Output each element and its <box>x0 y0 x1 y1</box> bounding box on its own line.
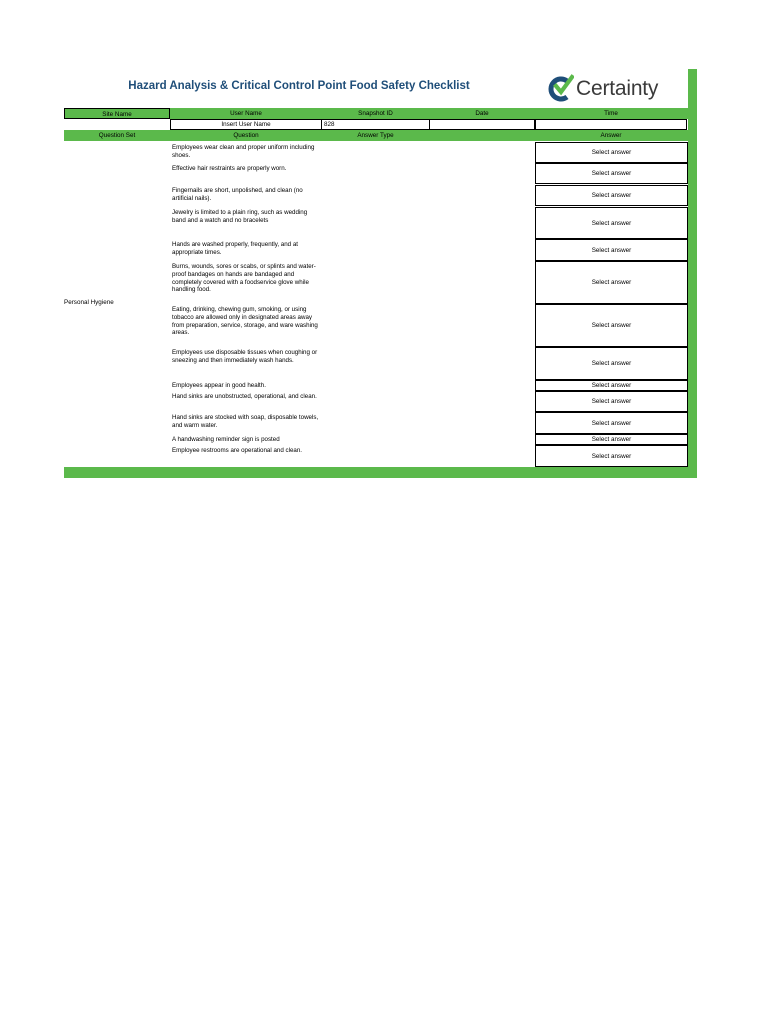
table-row <box>170 239 688 261</box>
answer-select[interactable]: Select answer <box>535 445 688 467</box>
table-row <box>170 391 688 412</box>
table-row <box>170 380 688 391</box>
snapshot-id-field[interactable]: 828 <box>322 119 429 130</box>
question-text: Employees wear clean and proper uniform including shoes. <box>172 144 315 159</box>
answer-select[interactable]: Select answer <box>535 142 688 163</box>
site-name-label: Site Name <box>64 108 170 119</box>
question-text: Jewelry is limited to a plain ring, such as wedding band and a watch and no bracelets <box>172 209 308 224</box>
answer-select[interactable]: Select answer <box>535 185 688 206</box>
answer-select[interactable]: Select answer <box>535 163 688 184</box>
logo-text: Certainty <box>576 77 659 100</box>
time-field[interactable] <box>535 119 687 130</box>
table-row <box>170 207 688 239</box>
user-name-label: User Name <box>230 110 262 117</box>
question-text: Hand sinks are unobstructed, operational, and clean. <box>172 393 317 400</box>
answer-select[interactable]: Select answer <box>535 239 688 261</box>
question-text: Hand sinks are stocked with soap, disposable towels, and warm water. <box>172 414 319 429</box>
accent-bar-bottom <box>64 467 697 478</box>
question-text: A handwashing reminder sign is posted <box>172 436 280 443</box>
column-labels-row <box>64 130 697 141</box>
answer-column-header: Answer <box>600 132 622 139</box>
time-label: Time <box>604 110 618 117</box>
table-row <box>170 142 688 163</box>
table-row <box>170 261 688 304</box>
question-set-label: Personal Hygiene <box>64 299 114 306</box>
snapshot-id-label: Snapshot ID <box>358 110 393 117</box>
accent-bar-right <box>688 108 697 478</box>
question-text: Employees appear in good health. <box>172 382 266 389</box>
certainty-logo <box>546 74 658 104</box>
answer-select[interactable]: Select answer <box>535 412 688 434</box>
site-name-field[interactable] <box>64 119 170 130</box>
answer-select[interactable]: Select answer <box>535 347 688 380</box>
answer-select[interactable]: Select answer <box>535 380 688 391</box>
question-text: Effective hair restraints are properly worn. <box>172 165 287 172</box>
table-row <box>170 347 688 380</box>
question-text: Employee restrooms are operational and clean. <box>172 447 303 454</box>
answer-select[interactable]: Select answer <box>535 304 688 347</box>
header-labels-row <box>64 108 697 119</box>
table-row <box>170 434 688 445</box>
question-text: Burns, wounds, sores or scabs, or splints and water-proof bandages on hands are bandaged and completely covered with a foodservice glove while handling food. <box>172 263 316 294</box>
accent-bar-top <box>688 69 697 109</box>
table-row <box>170 445 688 467</box>
page-title: Hazard Analysis & Critical Control Point Food Safety Checklist <box>128 80 470 92</box>
question-text: Employees use disposable tissues when coughing or sneezing and then immediately wash hands. <box>172 349 318 364</box>
question-set-column-header: Question Set <box>98 132 136 139</box>
table-row <box>170 185 688 206</box>
user-name-field[interactable]: Insert User Name <box>170 119 322 130</box>
table-row <box>170 412 688 434</box>
header-values-row <box>64 119 688 130</box>
table-row <box>170 163 688 184</box>
answer-select[interactable]: Select answer <box>535 207 688 239</box>
date-label: Date <box>475 110 489 117</box>
answer-type-column-header: Answer Type <box>357 132 394 139</box>
certainty-logo-icon <box>546 74 574 104</box>
answer-select[interactable]: Select answer <box>535 391 688 412</box>
question-text: Hands are washed properly, frequently, and at appropriate times. <box>172 241 298 256</box>
question-text: Fingernails are short, unpolished, and clean (no artificial nails). <box>172 187 303 202</box>
question-column-header: Question <box>233 132 259 139</box>
answer-select[interactable]: Select answer <box>535 261 688 304</box>
answer-select[interactable]: Select answer <box>535 434 688 445</box>
date-field[interactable] <box>429 119 535 130</box>
table-row <box>170 304 688 347</box>
question-text: Eating, drinking, chewing gum, smoking, or using tobacco are allowed only in designated areas away from preparation, service, storage, and ware washing areas. <box>172 306 318 337</box>
